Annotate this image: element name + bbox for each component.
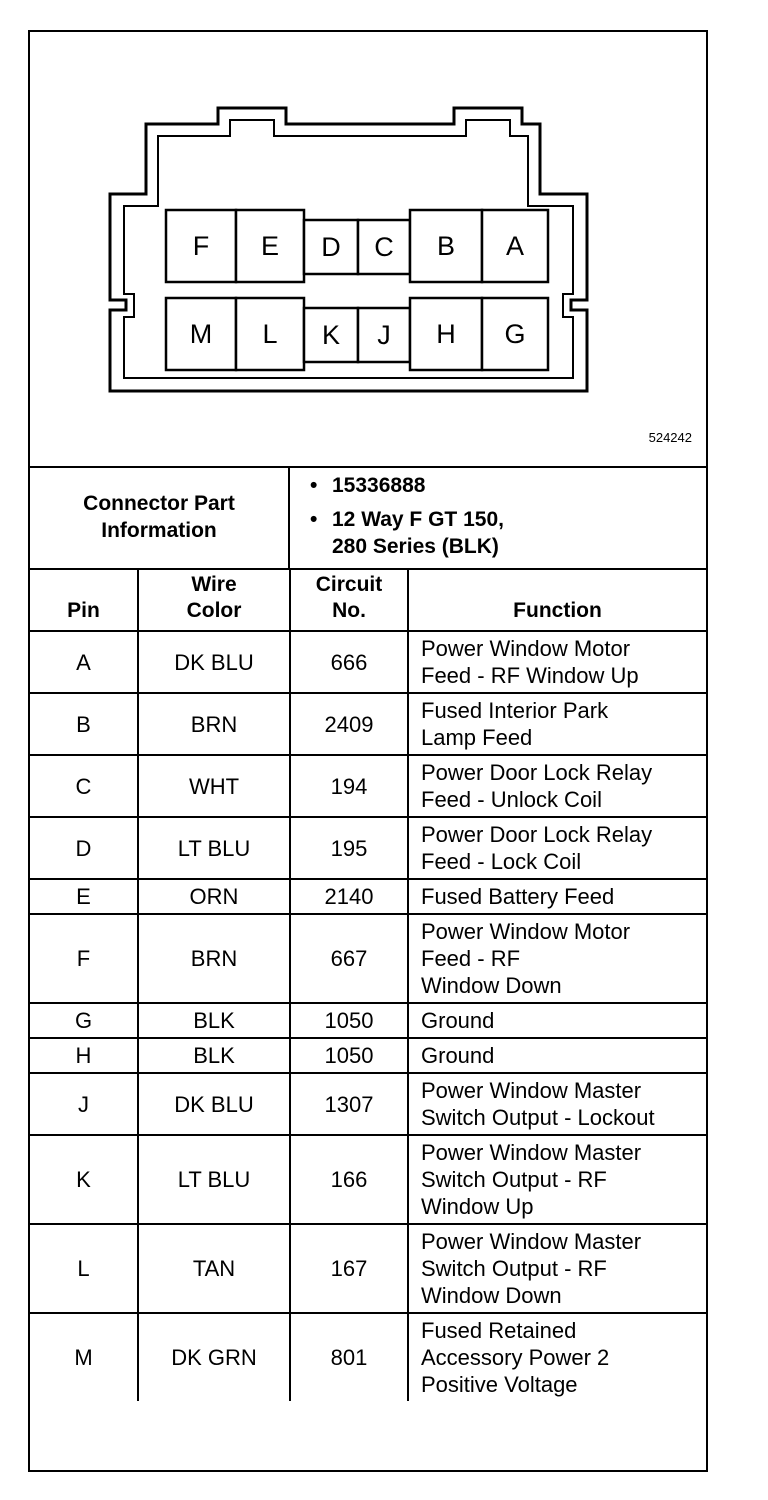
function-line: Window Up xyxy=(421,1194,534,1219)
connector-diagram xyxy=(30,32,706,468)
circuit-cell: 2140 xyxy=(290,879,408,914)
table-row xyxy=(30,1135,706,1224)
circuit-cell: 666 xyxy=(290,631,408,693)
function-cell xyxy=(408,693,706,755)
pin-cell: J xyxy=(30,1073,138,1135)
function-line: Lamp Feed xyxy=(421,725,533,750)
function-cell xyxy=(408,1224,706,1313)
function-line: Feed - Lock Coil xyxy=(421,849,582,874)
function-line: Positive Voltage xyxy=(421,1372,578,1397)
circuit-cell: 194 xyxy=(290,755,408,817)
function-cell xyxy=(408,817,706,879)
header-wire-color: Wire Color xyxy=(138,568,290,631)
circuit-cell: 1307 xyxy=(290,1073,408,1135)
part-number: 15336888 xyxy=(332,474,426,497)
wire-color-cell: TAN xyxy=(138,1224,290,1313)
circuit-cell: 801 xyxy=(290,1313,408,1401)
bottom-row-cavities xyxy=(166,298,548,370)
pin-label-A: A xyxy=(505,231,525,261)
table-row xyxy=(30,755,706,817)
table-row xyxy=(30,1038,706,1073)
connector-face-drawing xyxy=(30,32,706,466)
table-row xyxy=(30,631,706,693)
function-line: Power Door Lock Relay xyxy=(421,822,653,847)
circuit-cell: 2409 xyxy=(290,693,408,755)
pin-label-G: G xyxy=(504,319,526,349)
bullet-icon: • xyxy=(310,508,318,531)
pin-cell: G xyxy=(30,1003,138,1038)
wire-color-cell: BLK xyxy=(138,1003,290,1038)
wire-color-cell: DK BLU xyxy=(138,1073,290,1135)
cpi-label-line1: Connector Part xyxy=(83,492,235,515)
pin-label-H: H xyxy=(436,319,456,349)
pin-cell: M xyxy=(30,1313,138,1401)
pin-label-J: J xyxy=(377,320,391,350)
function-line: Fused Battery Feed xyxy=(421,884,615,909)
top-row-cavities xyxy=(166,210,548,282)
table-row xyxy=(30,914,706,1003)
pin-cell: L xyxy=(30,1224,138,1313)
function-line: Ground xyxy=(421,1008,495,1033)
function-line: Power Door Lock Relay xyxy=(421,760,653,785)
cpi-label-line2: Information xyxy=(101,519,217,542)
function-line: Power Window Master xyxy=(421,1078,642,1103)
pin-cell: D xyxy=(30,817,138,879)
function-line: Window Down xyxy=(421,1283,562,1308)
function-cell xyxy=(408,1038,706,1073)
function-cell xyxy=(408,1135,706,1224)
circuit-cell: 166 xyxy=(290,1135,408,1224)
pin-label-L: L xyxy=(262,319,278,349)
pin-cell: K xyxy=(30,1135,138,1224)
connector-part-info-list xyxy=(290,466,706,568)
table-row xyxy=(30,1224,706,1313)
bullet-icon: • xyxy=(310,474,318,497)
connector-sheet xyxy=(28,30,708,1472)
circuit-cell: 1050 xyxy=(290,1038,408,1073)
table-body xyxy=(30,631,706,1401)
connector-part-info xyxy=(30,466,706,570)
wire-color-cell: DK GRN xyxy=(138,1313,290,1401)
function-line: Power Window Master xyxy=(421,1140,642,1165)
pin-cell: F xyxy=(30,914,138,1003)
function-cell xyxy=(408,631,706,693)
function-line: Switch Output - RF xyxy=(421,1167,607,1192)
connector-part-info-label xyxy=(30,466,290,568)
wire-color-cell: LT BLU xyxy=(138,817,290,879)
table-row xyxy=(30,817,706,879)
header-function: Function xyxy=(408,568,706,631)
circuit-cell: 1050 xyxy=(290,1003,408,1038)
description-line2: 280 Series (BLK) xyxy=(332,535,499,558)
figure-id: 524242 xyxy=(648,430,692,445)
pin-cell: B xyxy=(30,693,138,755)
function-cell xyxy=(408,914,706,1003)
pin-label-D: D xyxy=(321,232,341,262)
pin-cell: E xyxy=(30,879,138,914)
function-cell xyxy=(408,1313,706,1401)
description-item xyxy=(310,506,504,560)
pin-cell: H xyxy=(30,1038,138,1073)
pin-label-E: E xyxy=(260,231,280,261)
circuit-cell: 195 xyxy=(290,817,408,879)
function-cell xyxy=(408,1073,706,1135)
wire-color-cell: BLK xyxy=(138,1038,290,1073)
wire-color-cell: LT BLU xyxy=(138,1135,290,1224)
wire-color-cell: BRN xyxy=(138,693,290,755)
pin-label-B: B xyxy=(436,231,456,261)
wire-color-cell: ORN xyxy=(138,879,290,914)
table-row xyxy=(30,1073,706,1135)
wire-color-cell: WHT xyxy=(138,755,290,817)
function-cell xyxy=(408,755,706,817)
table-row xyxy=(30,879,706,914)
table-header-row xyxy=(30,568,706,631)
function-cell xyxy=(408,1003,706,1038)
function-line: Switch Output - Lockout xyxy=(421,1105,655,1130)
function-line: Fused Retained xyxy=(421,1318,577,1343)
function-line: Power Window Master xyxy=(421,1229,642,1254)
function-line: Power Window Motor xyxy=(421,919,631,944)
pin-cell: A xyxy=(30,631,138,693)
function-line: Switch Output - RF xyxy=(421,1256,607,1281)
wire-color-cell: BRN xyxy=(138,914,290,1003)
header-pin: Pin xyxy=(30,568,138,631)
header-circuit-no: Circuit No. xyxy=(290,568,408,631)
table-row xyxy=(30,1003,706,1038)
function-line: Fused Interior Park xyxy=(421,698,609,723)
function-line: Accessory Power 2 xyxy=(421,1345,610,1370)
pin-label-M: M xyxy=(189,319,213,349)
function-line: Feed - Unlock Coil xyxy=(421,787,602,812)
pin-cell: C xyxy=(30,755,138,817)
pinout-table xyxy=(30,568,706,1401)
circuit-cell: 667 xyxy=(290,914,408,1003)
wire-color-cell: DK BLU xyxy=(138,631,290,693)
pin-label-C: C xyxy=(374,232,394,262)
circuit-cell: 167 xyxy=(290,1224,408,1313)
pin-label-K: K xyxy=(321,320,341,350)
part-number-item xyxy=(310,472,426,499)
description-line1: 12 Way F GT 150, xyxy=(332,508,504,531)
table-row xyxy=(30,693,706,755)
function-line: Ground xyxy=(421,1043,495,1068)
pin-label-F: F xyxy=(192,231,210,261)
function-line: Feed - RF Window Up xyxy=(421,663,639,688)
function-cell xyxy=(408,879,706,914)
table-row xyxy=(30,1313,706,1401)
function-line: Feed - RF xyxy=(421,946,521,971)
function-line: Power Window Motor xyxy=(421,636,631,661)
function-line: Window Down xyxy=(421,973,562,998)
